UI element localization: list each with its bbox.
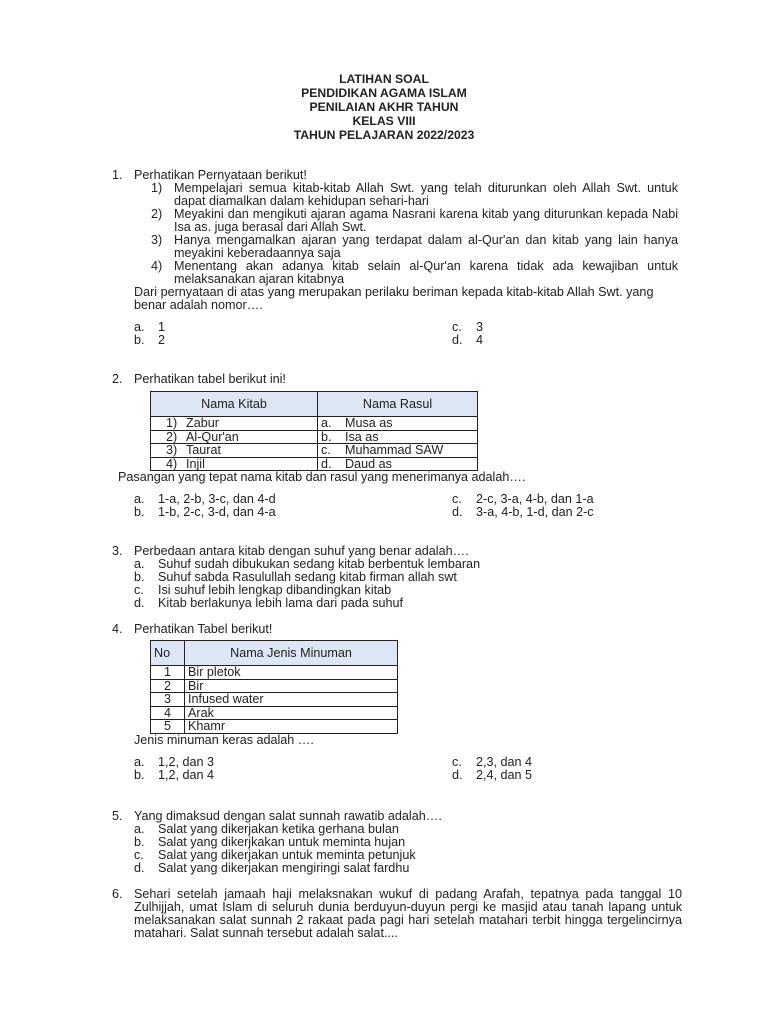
table-header-row (151, 392, 478, 417)
option-text: Salat yang dikerjakan untuk meminta petunjuk (158, 848, 416, 862)
drinks-table (150, 640, 398, 734)
option-letter: d. (134, 861, 145, 875)
option-text: Salat yang dikerjakan ketika gerhana bulan (158, 822, 399, 836)
option-text: 1,2, dan 3 (158, 754, 215, 769)
option-d[interactable] (452, 334, 682, 347)
kitab-rasul-table (150, 391, 478, 471)
statement-number: 2) (151, 207, 163, 221)
row-letter: b. (321, 429, 332, 444)
header-subject: PENDIDIKAN AGAMA ISLAM (301, 86, 467, 100)
statement-number: 4) (151, 259, 163, 273)
option-text: Isi suhuf lebih lengkap dibandingkan kitab (158, 583, 392, 597)
question-text: Perhatikan tabel berikut ini! (134, 372, 286, 386)
table-row (151, 417, 478, 431)
option-letter: a. (134, 557, 145, 571)
answer-options (134, 823, 682, 875)
option-text: 2-c, 3-a, 4-b, dan 1-a (476, 492, 594, 507)
header-class: KELAS VIII (352, 114, 416, 128)
question-4 (112, 623, 682, 782)
table-header-row (151, 641, 398, 666)
header-title: LATIHAN SOAL (339, 72, 429, 86)
question-prompt: Dari pernyataan di atas yang merupakan perilaku beriman kepada kitab-kitab Allah Swt. yang benar adalah nomor…. (134, 285, 654, 312)
option-letter: a. (134, 822, 145, 836)
option-text: Kitab berlakunya lebih lama dari pada suhuf (158, 596, 404, 610)
row-number: 1) (166, 416, 178, 430)
answer-options (134, 558, 682, 610)
table-row (151, 444, 478, 458)
option-letter: b. (134, 767, 145, 782)
question-text: Yang dimaksud dengan salat sunnah rawatib adalah…. (134, 809, 442, 823)
statement-number: 3) (151, 233, 163, 247)
statement-text: Mempelajari semua kitab-kitab Allah Swt. yang telah diturunkan oleh Allah Swt. untuk dapat diamalkan dalam kehidupan sehari-hari (174, 181, 678, 208)
question-number: 5. (112, 809, 123, 823)
question-number: 4. (112, 622, 123, 636)
option-text: 2,4, dan 5 (476, 767, 533, 782)
option-text: Suhuf sabda Rasulullah sedang kitab firman allah swt (158, 570, 457, 584)
option-text: 3-a, 4-b, 1-d, dan 2-c (476, 505, 594, 520)
option-letter: d. (452, 505, 463, 520)
option-text: Suhuf sudah dibukukan sedang kitab berbentuk lembaran (158, 557, 481, 571)
column-header: Nama Rasul (318, 392, 478, 417)
answer-options (134, 321, 682, 347)
table-row (151, 679, 398, 693)
drink-name: Khamr (185, 720, 398, 734)
row-number: 3 (151, 693, 185, 707)
question-text: Perhatikan Tabel berikut! (134, 622, 273, 636)
option-text: 1-a, 2-b, 3-c, dan 4-d (158, 492, 276, 507)
option-letter: c. (134, 583, 144, 597)
table-row (151, 706, 398, 720)
table-row (151, 693, 398, 707)
question-6 (112, 888, 682, 940)
option-text: 2 (158, 333, 166, 347)
rasul-name: Daud as (345, 456, 392, 471)
drink-name: Bir pletok (185, 666, 398, 680)
statement-item (151, 182, 678, 208)
question-2 (112, 373, 682, 519)
option-letter: a. (134, 492, 145, 507)
option-letter: b. (134, 333, 145, 347)
row-number: 2) (166, 429, 178, 444)
option-letter: d. (452, 333, 463, 347)
table-row (151, 457, 478, 471)
row-number: 1 (151, 666, 185, 680)
rasul-name: Muhammad SAW (345, 443, 444, 458)
column-header: Nama Kitab (151, 392, 318, 417)
row-number: 5 (151, 720, 185, 734)
drink-name: Arak (185, 706, 398, 720)
statement-text: Meyakini dan mengikuti ajaran agama Nasrani karena kitab yang diturunkan kepada Nabi Isa as. juga berasal dari Allah Swt. (174, 207, 678, 234)
header-year: TAHUN PELAJARAN 2022/2023 (293, 128, 475, 142)
question-5 (112, 810, 682, 875)
option-letter: b. (134, 835, 145, 849)
statement-text: Menentang akan adanya kitab selain al-Qur'an karena tidak ada kewajiban untuk melaksanakan ajaran kitabnya (174, 259, 678, 286)
option-d[interactable] (134, 862, 682, 875)
option-d[interactable] (452, 769, 682, 782)
question-text: Perbedaan antara kitab dengan suhuf yang benar adalah…. (134, 544, 469, 558)
statement-text: Hanya mengamalkan ajaran yang terdapat dalam al-Qur'an dan kitab yang lain hanya meyakini keberadaannya saja (174, 233, 678, 260)
option-letter: a. (134, 320, 145, 334)
question-text: Perhatikan Pernyataan berikut! (134, 168, 307, 182)
document-header (0, 72, 768, 142)
row-number: 4 (151, 706, 185, 720)
option-letter: c. (134, 848, 144, 862)
table-row (151, 720, 398, 734)
answer-options (134, 756, 682, 782)
option-letter: c. (452, 754, 462, 769)
question-prompt: Jenis minuman keras adalah …. (134, 732, 314, 747)
table-row (151, 430, 478, 444)
row-letter: a. (321, 416, 332, 430)
statement-item (151, 260, 678, 286)
kitab-name: Al-Qur'an (186, 429, 239, 444)
question-number: 6. (112, 887, 123, 901)
option-letter: c. (452, 320, 462, 334)
option-b[interactable] (134, 769, 452, 782)
statement-item (151, 208, 678, 234)
question-1 (112, 169, 682, 347)
option-text: 4 (476, 333, 484, 347)
kitab-name: Injil (186, 456, 205, 471)
option-text: 2,3, dan 4 (476, 754, 533, 769)
row-letter: c. (321, 443, 331, 458)
statement-number: 1) (151, 181, 163, 195)
row-number: 2 (151, 679, 185, 693)
option-text: Salat yang dikerjkakan untuk meminta hujan (158, 835, 406, 849)
option-letter: a. (134, 754, 145, 769)
option-letter: b. (134, 505, 145, 520)
question-3 (112, 545, 682, 610)
option-b[interactable] (134, 506, 452, 519)
question-prompt: Pasangan yang tepat nama kitab dan rasul yang menerimanya adalah…. (118, 470, 526, 485)
option-letter: d. (452, 767, 463, 782)
question-number: 1. (112, 168, 123, 182)
question-number: 3. (112, 544, 123, 558)
option-text: Salat yang dikerjakan mengiringi salat fardhu (158, 861, 410, 875)
drink-name: Infused water (185, 693, 398, 707)
table-row (151, 666, 398, 680)
option-c[interactable] (452, 321, 682, 334)
row-letter: d. (321, 456, 332, 471)
statement-item (151, 234, 678, 260)
row-number: 4) (166, 456, 178, 471)
rasul-name: Isa as (345, 429, 379, 444)
option-d[interactable] (452, 506, 682, 519)
option-text: 1,2, dan 4 (158, 767, 215, 782)
header-exam: PENILAIAN AKHR TAHUN (309, 100, 459, 114)
option-a[interactable] (134, 321, 452, 334)
drink-name: Bir (185, 679, 398, 693)
answer-options (134, 493, 682, 519)
question-number: 2. (112, 372, 123, 386)
question-text: Sehari setelah jamaah haji melaksnakan wukuf di padang Arafah, tepatnya pada tanggal 10 Zulhijjah, umat Islam di seluruh dunia berduyun-duyun pergi ke masjid atau tanah lapang untuk melaksanakan salat sunnah 2 rakaat pada pagi hari setelah matahari terbit hingga tergelincirnya matahari. Salat sunnah tersebut adalah salat.... (134, 887, 682, 940)
kitab-name: Zabur (186, 416, 219, 430)
statement-list (151, 182, 678, 286)
option-letter: c. (452, 492, 462, 507)
option-d[interactable] (134, 597, 682, 610)
option-text: 3 (476, 320, 484, 334)
rasul-name: Musa as (345, 416, 393, 430)
option-text: 1-b, 2-c, 3-d, dan 4-a (158, 505, 276, 520)
kitab-name: Taurat (186, 443, 222, 458)
option-text: 1 (158, 320, 166, 334)
option-letter: b. (134, 570, 145, 584)
column-header: Nama Jenis Minuman (185, 641, 398, 666)
column-header: No (151, 641, 185, 666)
row-number: 3) (166, 443, 178, 458)
option-b[interactable] (134, 334, 452, 347)
option-letter: d. (134, 596, 145, 610)
